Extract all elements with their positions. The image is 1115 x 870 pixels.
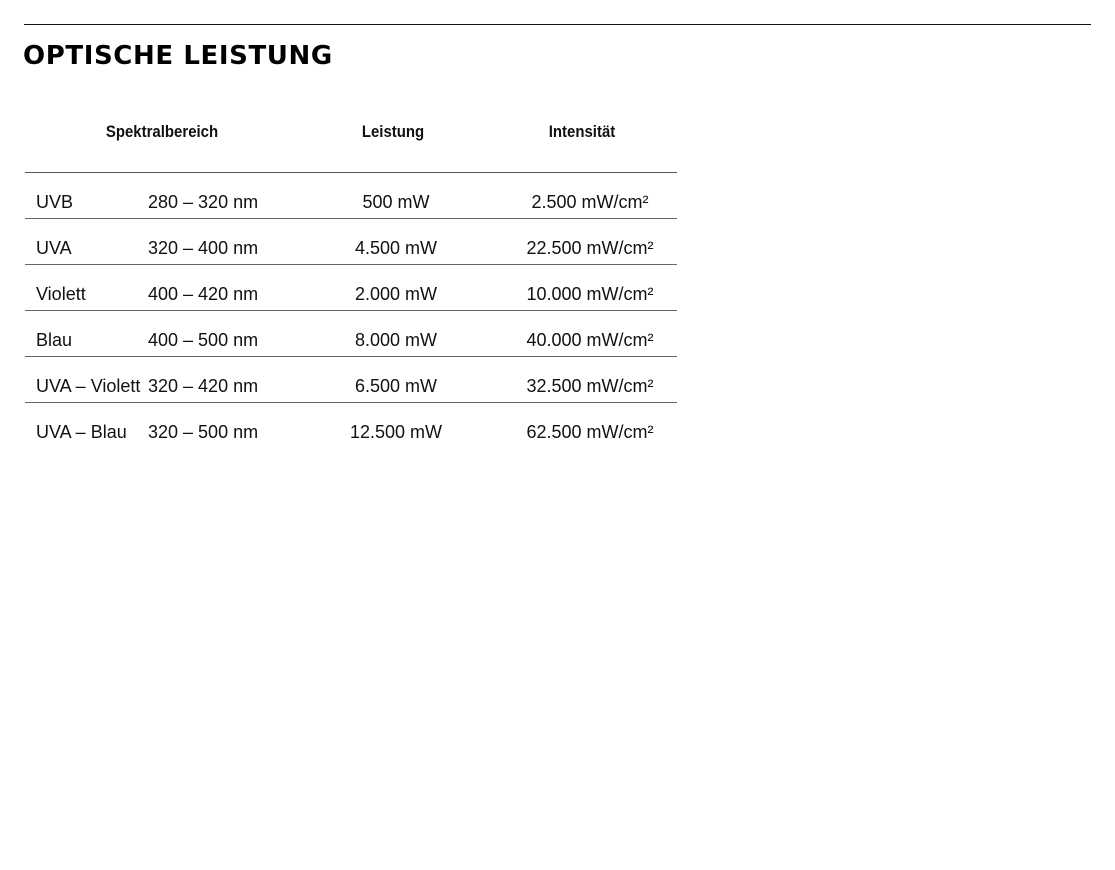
cell-range: 320 – 500 nm xyxy=(148,422,259,442)
cell-power: 2.000 mW xyxy=(354,284,438,304)
cell-power: 4.500 mW xyxy=(354,238,438,258)
cell-range: 400 – 500 nm xyxy=(148,330,259,350)
cell-band: UVA – Blau xyxy=(36,422,127,442)
cell-band: UVA xyxy=(36,238,72,258)
top-divider xyxy=(24,24,1091,25)
cell-power: 12.500 mW xyxy=(349,422,443,442)
cell-band: Blau xyxy=(36,330,73,350)
cell-range: 320 – 420 nm xyxy=(148,376,259,396)
header-intensity: Intensität xyxy=(548,122,616,141)
table-row xyxy=(25,219,677,265)
header-power: Leistung xyxy=(361,122,425,141)
table-row xyxy=(25,173,677,219)
cell-power: 6.500 mW xyxy=(354,376,438,396)
cell-power: 8.000 mW xyxy=(354,330,438,350)
cell-band: UVB xyxy=(36,192,74,212)
cell-intensity: 22.500 mW/cm² xyxy=(526,238,654,258)
cell-intensity: 32.500 mW/cm² xyxy=(526,376,654,396)
table-row xyxy=(25,311,677,357)
cell-intensity: 2.500 mW/cm² xyxy=(531,192,649,212)
table-row xyxy=(25,403,677,448)
cell-intensity: 10.000 mW/cm² xyxy=(526,284,654,304)
cell-intensity: 40.000 mW/cm² xyxy=(526,330,654,350)
table-row xyxy=(25,357,677,403)
cell-range: 400 – 420 nm xyxy=(148,284,259,304)
cell-band: UVA – Violett xyxy=(36,376,141,396)
section-title: OPTISCHE LEISTUNG xyxy=(23,41,333,71)
header-spectral-range: Spektralbereich xyxy=(105,122,219,141)
cell-intensity: 62.500 mW/cm² xyxy=(526,422,654,442)
optical-power-table xyxy=(25,108,677,448)
cell-band: Violett xyxy=(36,284,86,304)
cell-range: 320 – 400 nm xyxy=(148,238,259,258)
table-header xyxy=(25,108,677,173)
cell-range: 280 – 320 nm xyxy=(148,192,259,212)
table-row xyxy=(25,265,677,311)
table-body xyxy=(25,173,677,448)
cell-power: 500 mW xyxy=(362,192,430,212)
